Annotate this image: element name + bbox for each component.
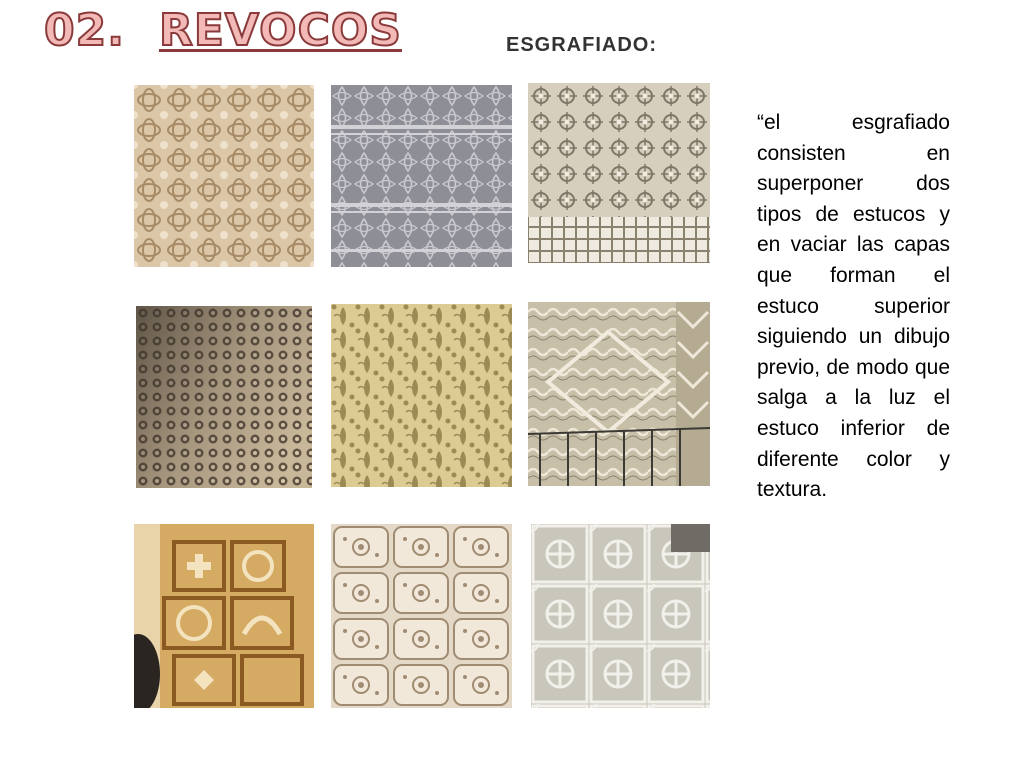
section-subtitle: ESGRAFIADO: (506, 34, 657, 56)
esgrafiado-photo-4 (136, 306, 312, 488)
esgrafiado-photo-9 (531, 524, 710, 708)
esgrafiado-photo-6 (528, 302, 710, 486)
esgrafiado-photo-5 (331, 304, 512, 487)
title-word: REVOCOS (158, 5, 402, 56)
esgrafiado-photo-3 (528, 83, 710, 263)
title-number: 02. (44, 5, 125, 56)
esgrafiado-photo-8 (331, 524, 512, 708)
description-text: “el esgrafiado consisten en superponer dos tipos de estucos y en vaciar las capas que forman el estuco superior siguiendo un dibujo previo, de modo que salga a la luz el estuco inferior de diferente color y textura. (757, 111, 950, 502)
esgrafiado-photo-7 (134, 524, 314, 708)
esgrafiado-photo-2 (331, 85, 512, 267)
esgrafiado-photo-1 (134, 85, 314, 267)
slide-title (44, 4, 402, 58)
